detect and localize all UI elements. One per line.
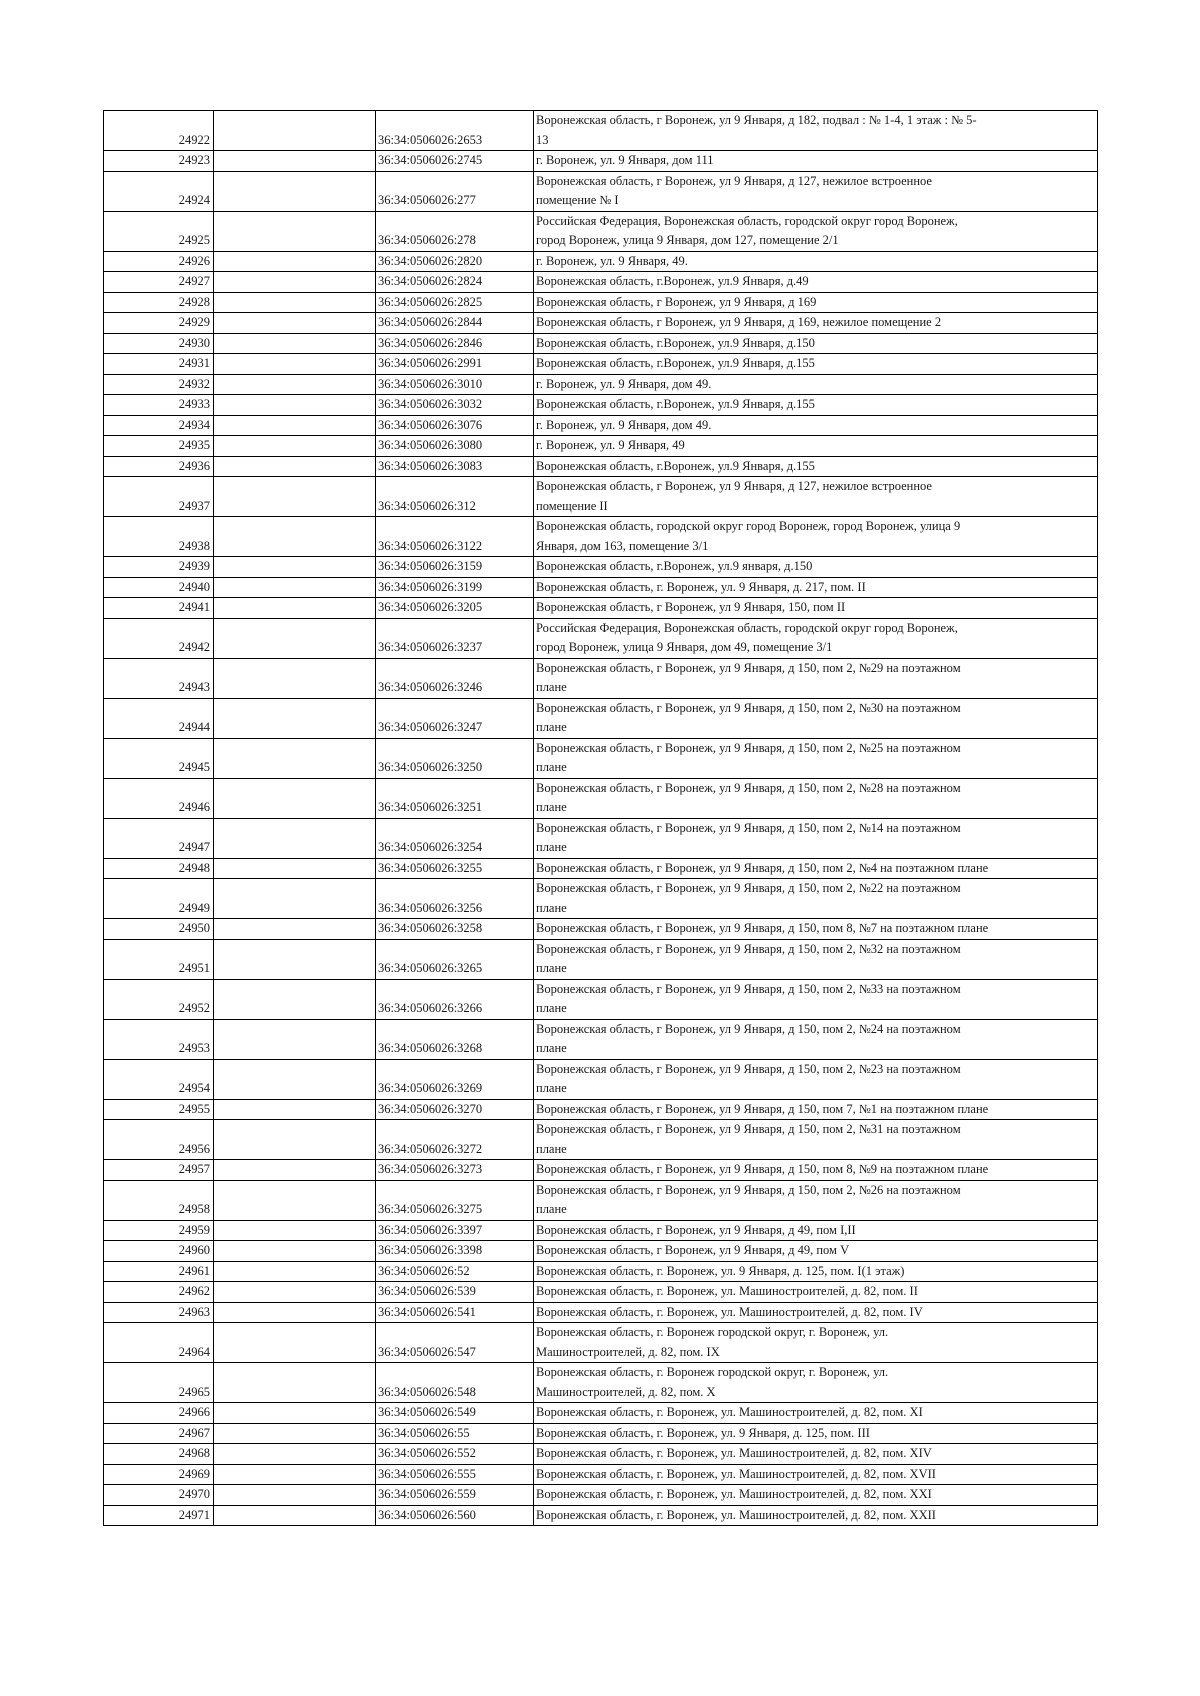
address-cell: Воронежская область, г.Воронеж, ул.9 Января, д.150 bbox=[534, 333, 1098, 354]
row-number-cell: 24967 bbox=[104, 1423, 214, 1444]
table-row bbox=[104, 858, 1098, 879]
row-number-cell: 24958 bbox=[104, 1180, 214, 1220]
address-cell: Воронежская область, г Воронеж, ул 9 Января, д 150, пом 8, №7 на поэтажном плане bbox=[534, 919, 1098, 940]
empty-cell bbox=[214, 1505, 376, 1526]
row-number-cell: 24953 bbox=[104, 1019, 214, 1059]
empty-cell bbox=[214, 1220, 376, 1241]
cadastral-number-cell: 36:34:0506026:548 bbox=[376, 1363, 534, 1403]
address-cell: Воронежская область, г Воронеж, ул 9 Января, д 150, пом 2, №28 на поэтажном плане bbox=[534, 778, 1098, 818]
table-row bbox=[104, 698, 1098, 738]
row-number-cell: 24923 bbox=[104, 151, 214, 172]
table-row bbox=[104, 374, 1098, 395]
address-cell: Воронежская область, г Воронеж, ул 9 Января, д 150, пом 8, №9 на поэтажном плане bbox=[534, 1160, 1098, 1181]
table-row bbox=[104, 395, 1098, 416]
address-cell: г. Воронеж, ул. 9 Января, дом 49. bbox=[534, 374, 1098, 395]
table-row bbox=[104, 456, 1098, 477]
empty-cell bbox=[214, 1180, 376, 1220]
cadastral-number-cell: 36:34:0506026:3258 bbox=[376, 919, 534, 940]
cadastral-number-cell: 36:34:0506026:3256 bbox=[376, 879, 534, 919]
address-cell: Воронежская область, г Воронеж, ул 9 Января, д 150, пом 2, №22 на поэтажном плане bbox=[534, 879, 1098, 919]
row-number-cell: 24944 bbox=[104, 698, 214, 738]
address-cell: Воронежская область, г. Воронеж, ул. Машиностроителей, д. 82, пом. XVII bbox=[534, 1464, 1098, 1485]
cadastral-number-cell: 36:34:0506026:3010 bbox=[376, 374, 534, 395]
cadastral-number-cell: 36:34:0506026:2820 bbox=[376, 251, 534, 272]
address-cell: Российская Федерация, Воронежская область, городской округ город Воронеж, город Воронеж, улица 9 Января, дом 127, помещение 2/1 bbox=[534, 211, 1098, 251]
address-cell: Воронежская область, г. Воронеж, ул. Машиностроителей, д. 82, пом. XXI bbox=[534, 1485, 1098, 1506]
empty-cell bbox=[214, 1160, 376, 1181]
empty-cell bbox=[214, 1019, 376, 1059]
address-cell: Воронежская область, г Воронеж, ул 9 Января, д 150, пом 2, №30 на поэтажном плане bbox=[534, 698, 1098, 738]
table-row bbox=[104, 618, 1098, 658]
cadastral-number-cell: 36:34:0506026:3265 bbox=[376, 939, 534, 979]
row-number-cell: 24948 bbox=[104, 858, 214, 879]
address-cell: Воронежская область, г Воронеж, ул 9 Января, д 150, пом 2, №32 на поэтажном плане bbox=[534, 939, 1098, 979]
address-cell: Воронежская область, г Воронеж, ул 9 Января, д 150, пом 2, №31 на поэтажном плане bbox=[534, 1120, 1098, 1160]
cadastral-number-cell: 36:34:0506026:559 bbox=[376, 1485, 534, 1506]
address-cell: Воронежская область, г. Воронеж, ул. 9 Января, д. 217, пом. II bbox=[534, 577, 1098, 598]
empty-cell bbox=[214, 1241, 376, 1262]
row-number-cell: 24951 bbox=[104, 939, 214, 979]
cadastral-number-cell: 36:34:0506026:3275 bbox=[376, 1180, 534, 1220]
table-row bbox=[104, 1120, 1098, 1160]
address-cell: Воронежская область, г. Воронеж, ул. Машиностроителей, д. 82, пом. XIV bbox=[534, 1444, 1098, 1465]
row-number-cell: 24943 bbox=[104, 658, 214, 698]
empty-cell bbox=[214, 415, 376, 436]
row-number-cell: 24929 bbox=[104, 313, 214, 334]
empty-cell bbox=[214, 598, 376, 619]
cadastral-number-cell: 36:34:0506026:560 bbox=[376, 1505, 534, 1526]
empty-cell bbox=[214, 374, 376, 395]
empty-cell bbox=[214, 436, 376, 457]
address-cell: Воронежская область, г. Воронеж, ул. 9 Января, д. 125, пом. I(1 этаж) bbox=[534, 1261, 1098, 1282]
cadastral-number-cell: 36:34:0506026:2844 bbox=[376, 313, 534, 334]
empty-cell bbox=[214, 517, 376, 557]
cadastral-number-cell: 36:34:0506026:3083 bbox=[376, 456, 534, 477]
cadastral-number-cell: 36:34:0506026:2824 bbox=[376, 272, 534, 293]
table-row bbox=[104, 1099, 1098, 1120]
table-row bbox=[104, 1464, 1098, 1485]
table-row bbox=[104, 251, 1098, 272]
cadastral-number-cell: 36:34:0506026:3398 bbox=[376, 1241, 534, 1262]
table-row bbox=[104, 577, 1098, 598]
address-cell: Воронежская область, г Воронеж, ул 9 Января, д 150, пом 2, №26 на поэтажном плане bbox=[534, 1180, 1098, 1220]
cadastral-number-cell: 36:34:0506026:55 bbox=[376, 1423, 534, 1444]
cadastral-number-cell: 36:34:0506026:547 bbox=[376, 1323, 534, 1363]
table-row bbox=[104, 333, 1098, 354]
row-number-cell: 24961 bbox=[104, 1261, 214, 1282]
address-cell: Воронежская область, г.Воронеж, ул.9 Января, д.155 bbox=[534, 354, 1098, 375]
row-number-cell: 24941 bbox=[104, 598, 214, 619]
row-number-cell: 24966 bbox=[104, 1403, 214, 1424]
cadastral-number-cell: 36:34:0506026:552 bbox=[376, 1444, 534, 1465]
empty-cell bbox=[214, 1423, 376, 1444]
cadastral-number-cell: 36:34:0506026:3272 bbox=[376, 1120, 534, 1160]
address-cell: г. Воронеж, ул. 9 Января, дом 49. bbox=[534, 415, 1098, 436]
table-row bbox=[104, 1302, 1098, 1323]
row-number-cell: 24940 bbox=[104, 577, 214, 598]
address-cell: Воронежская область, г Воронеж, ул 9 Января, д 169, нежилое помещение 2 bbox=[534, 313, 1098, 334]
cadastral-number-cell: 36:34:0506026:3247 bbox=[376, 698, 534, 738]
cadastral-number-cell: 36:34:0506026:3199 bbox=[376, 577, 534, 598]
empty-cell bbox=[214, 879, 376, 919]
cadastral-number-cell: 36:34:0506026:3397 bbox=[376, 1220, 534, 1241]
table-row bbox=[104, 1444, 1098, 1465]
empty-cell bbox=[214, 1261, 376, 1282]
empty-cell bbox=[214, 313, 376, 334]
row-number-cell: 24971 bbox=[104, 1505, 214, 1526]
cadastral-number-cell: 36:34:0506026:3251 bbox=[376, 778, 534, 818]
cadastral-number-cell: 36:34:0506026:3269 bbox=[376, 1059, 534, 1099]
table-row bbox=[104, 1485, 1098, 1506]
row-number-cell: 24927 bbox=[104, 272, 214, 293]
table-row bbox=[104, 1241, 1098, 1262]
address-cell: г. Воронеж, ул. 9 Января, 49 bbox=[534, 436, 1098, 457]
row-number-cell: 24926 bbox=[104, 251, 214, 272]
address-cell: Воронежская область, г Воронеж, ул 9 Января, д 150, пом 2, №23 на поэтажном плане bbox=[534, 1059, 1098, 1099]
cadastral-number-cell: 36:34:0506026:3246 bbox=[376, 658, 534, 698]
cadastral-number-cell: 36:34:0506026:3268 bbox=[376, 1019, 534, 1059]
row-number-cell: 24955 bbox=[104, 1099, 214, 1120]
address-cell: Воронежская область, г Воронеж, ул 9 Января, д 150, пом 2, №24 на поэтажном плане bbox=[534, 1019, 1098, 1059]
empty-cell bbox=[214, 1444, 376, 1465]
address-cell: Воронежская область, г Воронеж, ул 9 Января, д 150, пом 7, №1 на поэтажном плане bbox=[534, 1099, 1098, 1120]
address-cell: Воронежская область, г Воронеж, ул 9 Января, д 150, пом 2, №29 на поэтажном плане bbox=[534, 658, 1098, 698]
address-cell: Воронежская область, г Воронеж, ул 9 Января, д 150, пом 2, №14 на поэтажном плане bbox=[534, 818, 1098, 858]
cadastral-number-cell: 36:34:0506026:2745 bbox=[376, 151, 534, 172]
address-cell: Воронежская область, г Воронеж, ул 9 Января, д 127, нежилое встроенное помещение № I bbox=[534, 171, 1098, 211]
table-row bbox=[104, 557, 1098, 578]
address-cell: Воронежская область, г.Воронеж, ул.9 Января, д.49 bbox=[534, 272, 1098, 293]
empty-cell bbox=[214, 738, 376, 778]
registry-table bbox=[103, 110, 1098, 1526]
row-number-cell: 24936 bbox=[104, 456, 214, 477]
row-number-cell: 24946 bbox=[104, 778, 214, 818]
row-number-cell: 24969 bbox=[104, 1464, 214, 1485]
empty-cell bbox=[214, 171, 376, 211]
table-row bbox=[104, 939, 1098, 979]
address-cell: Воронежская область, г.Воронеж, ул.9 января, д.150 bbox=[534, 557, 1098, 578]
cadastral-number-cell: 36:34:0506026:278 bbox=[376, 211, 534, 251]
cadastral-number-cell: 36:34:0506026:2991 bbox=[376, 354, 534, 375]
row-number-cell: 24949 bbox=[104, 879, 214, 919]
empty-cell bbox=[214, 251, 376, 272]
row-number-cell: 24937 bbox=[104, 477, 214, 517]
address-cell: Воронежская область, г Воронеж, ул 9 Января, д 49, пом V bbox=[534, 1241, 1098, 1262]
row-number-cell: 24970 bbox=[104, 1485, 214, 1506]
empty-cell bbox=[214, 1059, 376, 1099]
row-number-cell: 24935 bbox=[104, 436, 214, 457]
table-row bbox=[104, 1282, 1098, 1303]
row-number-cell: 24957 bbox=[104, 1160, 214, 1181]
address-cell: Воронежская область, г. Воронеж, ул. Машиностроителей, д. 82, пом. II bbox=[534, 1282, 1098, 1303]
empty-cell bbox=[214, 272, 376, 293]
address-cell: Воронежская область, г.Воронеж, ул.9 Января, д.155 bbox=[534, 395, 1098, 416]
table-row bbox=[104, 1403, 1098, 1424]
table-row bbox=[104, 879, 1098, 919]
row-number-cell: 24950 bbox=[104, 919, 214, 940]
row-number-cell: 24963 bbox=[104, 1302, 214, 1323]
table-row bbox=[104, 738, 1098, 778]
address-cell: Воронежская область, г Воронеж, ул 9 Января, д 49, пом I,II bbox=[534, 1220, 1098, 1241]
table-row bbox=[104, 171, 1098, 211]
empty-cell bbox=[214, 395, 376, 416]
table-row bbox=[104, 1423, 1098, 1444]
address-cell: Воронежская область, г. Воронеж, ул. Машиностроителей, д. 82, пом. IV bbox=[534, 1302, 1098, 1323]
row-number-cell: 24930 bbox=[104, 333, 214, 354]
cadastral-number-cell: 36:34:0506026:3080 bbox=[376, 436, 534, 457]
cadastral-number-cell: 36:34:0506026:555 bbox=[376, 1464, 534, 1485]
row-number-cell: 24956 bbox=[104, 1120, 214, 1160]
empty-cell bbox=[214, 698, 376, 738]
address-cell: Воронежская область, г. Воронеж, ул. Машиностроителей, д. 82, пом. XI bbox=[534, 1403, 1098, 1424]
table-row bbox=[104, 292, 1098, 313]
cadastral-number-cell: 36:34:0506026:3266 bbox=[376, 979, 534, 1019]
empty-cell bbox=[214, 151, 376, 172]
table-row bbox=[104, 1059, 1098, 1099]
row-number-cell: 24938 bbox=[104, 517, 214, 557]
empty-cell bbox=[214, 354, 376, 375]
cadastral-number-cell: 36:34:0506026:2825 bbox=[376, 292, 534, 313]
table-row bbox=[104, 211, 1098, 251]
table-row bbox=[104, 778, 1098, 818]
empty-cell bbox=[214, 858, 376, 879]
empty-cell bbox=[214, 979, 376, 1019]
table-row bbox=[104, 1019, 1098, 1059]
row-number-cell: 24928 bbox=[104, 292, 214, 313]
row-number-cell: 24947 bbox=[104, 818, 214, 858]
row-number-cell: 24933 bbox=[104, 395, 214, 416]
cadastral-number-cell: 36:34:0506026:52 bbox=[376, 1261, 534, 1282]
cadastral-number-cell: 36:34:0506026:3205 bbox=[376, 598, 534, 619]
row-number-cell: 24939 bbox=[104, 557, 214, 578]
address-cell: Воронежская область, г Воронеж, ул 9 Января, д 150, пом 2, №4 на поэтажном плане bbox=[534, 858, 1098, 879]
address-cell: Воронежская область, г Воронеж, ул 9 Января, д 127, нежилое встроенное помещение II bbox=[534, 477, 1098, 517]
table-row bbox=[104, 354, 1098, 375]
empty-cell bbox=[214, 333, 376, 354]
empty-cell bbox=[214, 557, 376, 578]
address-cell: Воронежская область, г. Воронеж городской округ, г. Воронеж, ул. Машиностроителей, д. 82, пом. IX bbox=[534, 1323, 1098, 1363]
address-cell: Воронежская область, г Воронеж, ул 9 Января, д 182, подвал : № 1-4, 1 этаж : № 5- 13 bbox=[534, 111, 1098, 151]
row-number-cell: 24965 bbox=[104, 1363, 214, 1403]
address-cell: г. Воронеж, ул. 9 Января, 49. bbox=[534, 251, 1098, 272]
cadastral-number-cell: 36:34:0506026:3250 bbox=[376, 738, 534, 778]
cadastral-number-cell: 36:34:0506026:3122 bbox=[376, 517, 534, 557]
table-row bbox=[104, 436, 1098, 457]
empty-cell bbox=[214, 919, 376, 940]
empty-cell bbox=[214, 211, 376, 251]
empty-cell bbox=[214, 1485, 376, 1506]
empty-cell bbox=[214, 658, 376, 698]
registry-table-body bbox=[104, 111, 1098, 1526]
row-number-cell: 24925 bbox=[104, 211, 214, 251]
row-number-cell: 24962 bbox=[104, 1282, 214, 1303]
empty-cell bbox=[214, 1403, 376, 1424]
empty-cell bbox=[214, 1323, 376, 1363]
address-cell: Российская Федерация, Воронежская область, городской округ город Воронеж, город Воронеж, улица 9 Января, дом 49, помещение 3/1 bbox=[534, 618, 1098, 658]
table-row bbox=[104, 1220, 1098, 1241]
address-cell: Воронежская область, г. Воронеж, ул. 9 Января, д. 125, пом. III bbox=[534, 1423, 1098, 1444]
address-cell: Воронежская область, г Воронеж, ул 9 Января, д 150, пом 2, №25 на поэтажном плане bbox=[534, 738, 1098, 778]
row-number-cell: 24932 bbox=[104, 374, 214, 395]
row-number-cell: 24922 bbox=[104, 111, 214, 151]
row-number-cell: 24942 bbox=[104, 618, 214, 658]
table-row bbox=[104, 415, 1098, 436]
address-cell: Воронежская область, городской округ город Воронеж, город Воронеж, улица 9 Января, дом 163, помещение 3/1 bbox=[534, 517, 1098, 557]
empty-cell bbox=[214, 1302, 376, 1323]
table-row bbox=[104, 151, 1098, 172]
row-number-cell: 24945 bbox=[104, 738, 214, 778]
empty-cell bbox=[214, 111, 376, 151]
cadastral-number-cell: 36:34:0506026:541 bbox=[376, 1302, 534, 1323]
table-row bbox=[104, 1505, 1098, 1526]
empty-cell bbox=[214, 778, 376, 818]
empty-cell bbox=[214, 818, 376, 858]
table-row bbox=[104, 313, 1098, 334]
cadastral-number-cell: 36:34:0506026:3255 bbox=[376, 858, 534, 879]
table-row bbox=[104, 1180, 1098, 1220]
table-row bbox=[104, 979, 1098, 1019]
row-number-cell: 24964 bbox=[104, 1323, 214, 1363]
empty-cell bbox=[214, 618, 376, 658]
address-cell: Воронежская область, г. Воронеж, ул. Машиностроителей, д. 82, пом. XXII bbox=[534, 1505, 1098, 1526]
row-number-cell: 24931 bbox=[104, 354, 214, 375]
empty-cell bbox=[214, 939, 376, 979]
cadastral-number-cell: 36:34:0506026:3254 bbox=[376, 818, 534, 858]
address-cell: Воронежская область, г Воронеж, ул 9 Января, 150, пом II bbox=[534, 598, 1098, 619]
empty-cell bbox=[214, 1120, 376, 1160]
cadastral-number-cell: 36:34:0506026:3159 bbox=[376, 557, 534, 578]
address-cell: г. Воронеж, ул. 9 Января, дом 111 bbox=[534, 151, 1098, 172]
table-row bbox=[104, 272, 1098, 293]
empty-cell bbox=[214, 577, 376, 598]
empty-cell bbox=[214, 456, 376, 477]
table-row bbox=[104, 517, 1098, 557]
table-row bbox=[104, 919, 1098, 940]
table-row bbox=[104, 111, 1098, 151]
row-number-cell: 24960 bbox=[104, 1241, 214, 1262]
table-row bbox=[104, 658, 1098, 698]
row-number-cell: 24954 bbox=[104, 1059, 214, 1099]
empty-cell bbox=[214, 1363, 376, 1403]
address-cell: Воронежская область, г. Воронеж городской округ, г. Воронеж, ул. Машиностроителей, д. 82, пом. X bbox=[534, 1363, 1098, 1403]
address-cell: Воронежская область, г Воронеж, ул 9 Января, д 150, пом 2, №33 на поэтажном плане bbox=[534, 979, 1098, 1019]
table-row bbox=[104, 818, 1098, 858]
table-row bbox=[104, 1323, 1098, 1363]
table-row bbox=[104, 1261, 1098, 1282]
cadastral-number-cell: 36:34:0506026:539 bbox=[376, 1282, 534, 1303]
table-row bbox=[104, 598, 1098, 619]
table-row bbox=[104, 477, 1098, 517]
cadastral-number-cell: 36:34:0506026:2653 bbox=[376, 111, 534, 151]
row-number-cell: 24968 bbox=[104, 1444, 214, 1465]
cadastral-number-cell: 36:34:0506026:549 bbox=[376, 1403, 534, 1424]
cadastral-number-cell: 36:34:0506026:312 bbox=[376, 477, 534, 517]
empty-cell bbox=[214, 292, 376, 313]
row-number-cell: 24934 bbox=[104, 415, 214, 436]
cadastral-number-cell: 36:34:0506026:3032 bbox=[376, 395, 534, 416]
address-cell: Воронежская область, г Воронеж, ул 9 Января, д 169 bbox=[534, 292, 1098, 313]
cadastral-number-cell: 36:34:0506026:3270 bbox=[376, 1099, 534, 1120]
cadastral-number-cell: 36:34:0506026:3076 bbox=[376, 415, 534, 436]
empty-cell bbox=[214, 1282, 376, 1303]
cadastral-number-cell: 36:34:0506026:3273 bbox=[376, 1160, 534, 1181]
table-row bbox=[104, 1363, 1098, 1403]
row-number-cell: 24959 bbox=[104, 1220, 214, 1241]
table-row bbox=[104, 1160, 1098, 1181]
row-number-cell: 24952 bbox=[104, 979, 214, 1019]
row-number-cell: 24924 bbox=[104, 171, 214, 211]
empty-cell bbox=[214, 477, 376, 517]
address-cell: Воронежская область, г.Воронеж, ул.9 Января, д.155 bbox=[534, 456, 1098, 477]
cadastral-number-cell: 36:34:0506026:277 bbox=[376, 171, 534, 211]
empty-cell bbox=[214, 1464, 376, 1485]
empty-cell bbox=[214, 1099, 376, 1120]
cadastral-number-cell: 36:34:0506026:3237 bbox=[376, 618, 534, 658]
cadastral-number-cell: 36:34:0506026:2846 bbox=[376, 333, 534, 354]
